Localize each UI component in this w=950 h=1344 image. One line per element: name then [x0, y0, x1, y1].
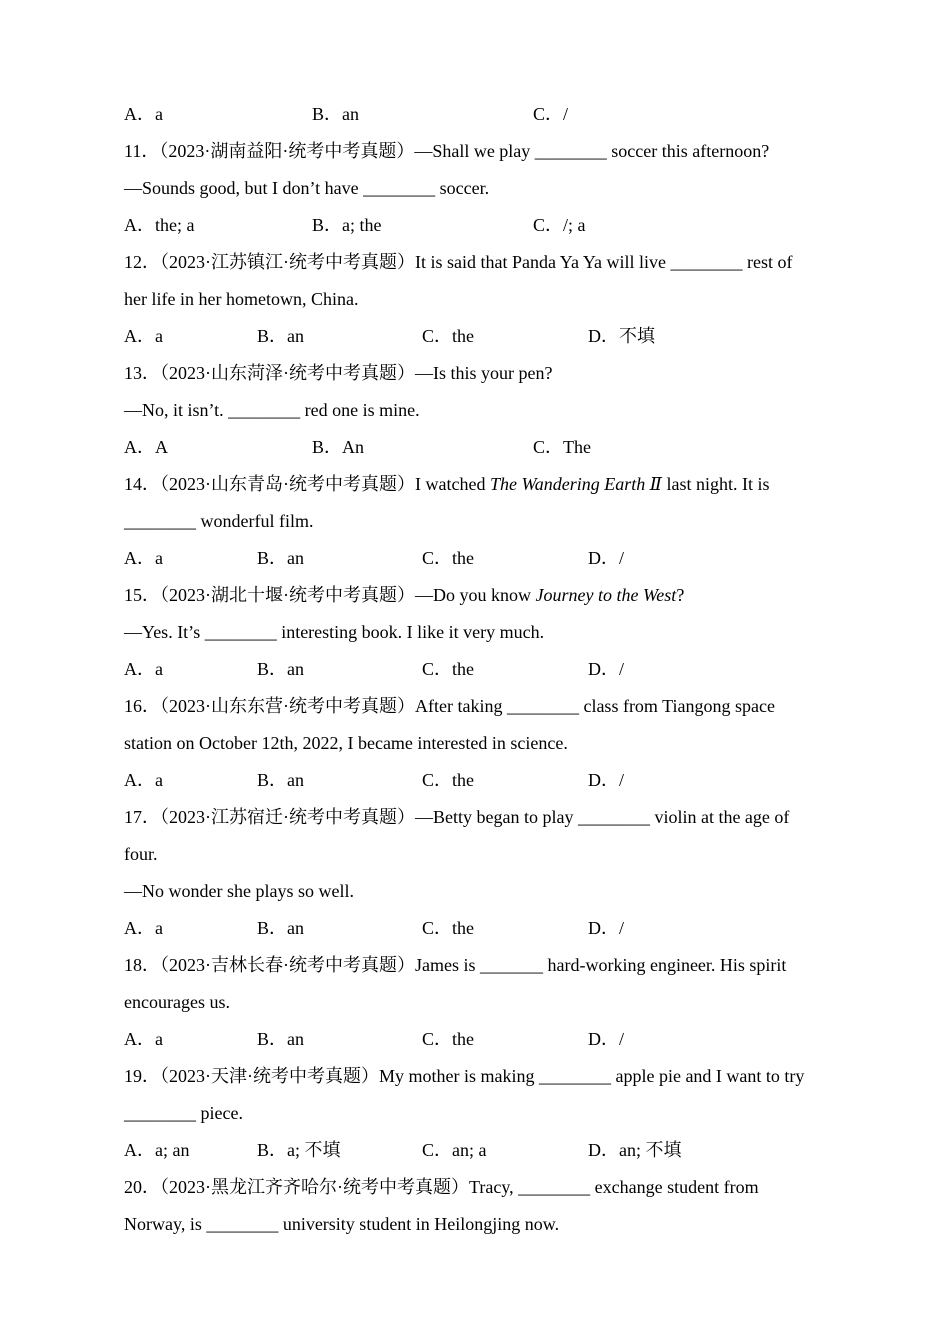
question-line: encourages us.: [124, 992, 230, 1012]
option-a: A．a: [124, 770, 163, 790]
option-a: A．a: [124, 659, 163, 679]
option-a: A．A: [124, 437, 168, 457]
question-line: 19．（2023·天津·统考中考真题）My mother is making ________ apple pie and I want to try: [124, 1066, 805, 1086]
option-b: B．an: [257, 659, 304, 679]
option-b: B．an: [312, 104, 359, 124]
question-line: —No wonder she plays so well.: [124, 881, 354, 901]
option-a: A．a: [124, 548, 163, 568]
question-line: Norway, is ________ university student in Heilongjing now.: [124, 1214, 560, 1234]
option-c: C．the: [422, 770, 474, 790]
question-line: 20．（2023·黑龙江齐齐哈尔·统考中考真题）Tracy, ________ exchange student from: [124, 1177, 759, 1197]
option-c: C．The: [533, 437, 591, 457]
answer-options: [124, 651, 864, 688]
answer-options: [124, 207, 864, 244]
option-a: A．a: [124, 918, 163, 938]
question-line: —No, it isn’t. ________ red one is mine.: [124, 400, 420, 420]
answer-options: [124, 1021, 864, 1058]
option-a: A．a; an: [124, 1140, 190, 1160]
option-d: D．/: [588, 770, 624, 790]
option-c: C．the: [422, 918, 474, 938]
answer-options: [124, 429, 864, 466]
option-d: D．/: [588, 659, 624, 679]
text-segment: last night. It is: [662, 474, 770, 494]
text-segment: 14．（2023·山东青岛·统考中考真题）I watched: [124, 474, 490, 494]
question-line: 18．（2023·吉林长春·统考中考真题）James is _______ hard-working engineer. His spirit: [124, 955, 787, 975]
option-d: D．/: [588, 918, 624, 938]
option-b: B．An: [312, 437, 365, 457]
option-a: A．a: [124, 104, 163, 124]
option-c: C．the: [422, 548, 474, 568]
option-a: A．the; a: [124, 215, 195, 235]
option-b: B．an: [257, 918, 304, 938]
option-a: A．a: [124, 1029, 163, 1049]
document-page: [124, 96, 864, 1243]
option-c: C．/: [533, 104, 569, 124]
question-line: [124, 577, 864, 614]
question-line: station on October 12th, 2022, I became interested in science.: [124, 733, 568, 753]
option-b: B．an: [257, 770, 304, 790]
option-d: D．an; 不填: [588, 1140, 682, 1160]
option-c: C．the: [422, 1029, 474, 1049]
option-b: B．a; 不填: [257, 1140, 341, 1160]
option-b: B．an: [257, 548, 304, 568]
option-c: C．an; a: [422, 1140, 487, 1160]
option-c: C．the: [422, 326, 474, 346]
option-b: B．a; the: [312, 215, 382, 235]
question-line: her life in her hometown, China.: [124, 289, 359, 309]
question-line: four.: [124, 844, 158, 864]
question-line: 11．（2023·湖南益阳·统考中考真题）—Shall we play ________ soccer this afternoon?: [124, 141, 770, 161]
question-line: 13．（2023·山东菏泽·统考中考真题）—Is this your pen?: [124, 363, 553, 383]
answer-options: [124, 910, 864, 947]
answer-options: [124, 96, 864, 133]
question-line: 17．（2023·江苏宿迁·统考中考真题）—Betty began to play ________ violin at the age of: [124, 807, 790, 827]
question-line: —Yes. It’s ________ interesting book. I like it very much.: [124, 622, 545, 642]
option-d: D．不填: [588, 326, 655, 346]
question-line: ________ piece.: [124, 1103, 243, 1123]
italic-title: The Wandering Earth Ⅱ: [489, 474, 663, 494]
question-line: ________ wonderful film.: [124, 511, 314, 531]
option-c: C．the: [422, 659, 474, 679]
answer-options: [124, 1132, 864, 1169]
question-line: —Sounds good, but I don’t have ________ soccer.: [124, 178, 490, 198]
option-a: A．a: [124, 326, 163, 346]
option-d: D．/: [588, 1029, 624, 1049]
answer-options: [124, 318, 864, 355]
question-line: [124, 466, 864, 503]
answer-options: [124, 762, 864, 799]
italic-title: Journey to the West: [535, 585, 677, 605]
question-line: 12．（2023·江苏镇江·统考中考真题）It is said that Panda Ya Ya will live ________ rest of: [124, 252, 793, 272]
option-b: B．an: [257, 326, 304, 346]
option-b: B．an: [257, 1029, 304, 1049]
question-line: 16．（2023·山东东营·统考中考真题）After taking ________ class from Tiangong space: [124, 696, 775, 716]
option-c: C．/; a: [533, 215, 586, 235]
answer-options: [124, 540, 864, 577]
text-segment: ?: [676, 585, 685, 605]
text-segment: 15．（2023·湖北十堰·统考中考真题）—Do you know: [124, 585, 536, 605]
option-d: D．/: [588, 548, 624, 568]
